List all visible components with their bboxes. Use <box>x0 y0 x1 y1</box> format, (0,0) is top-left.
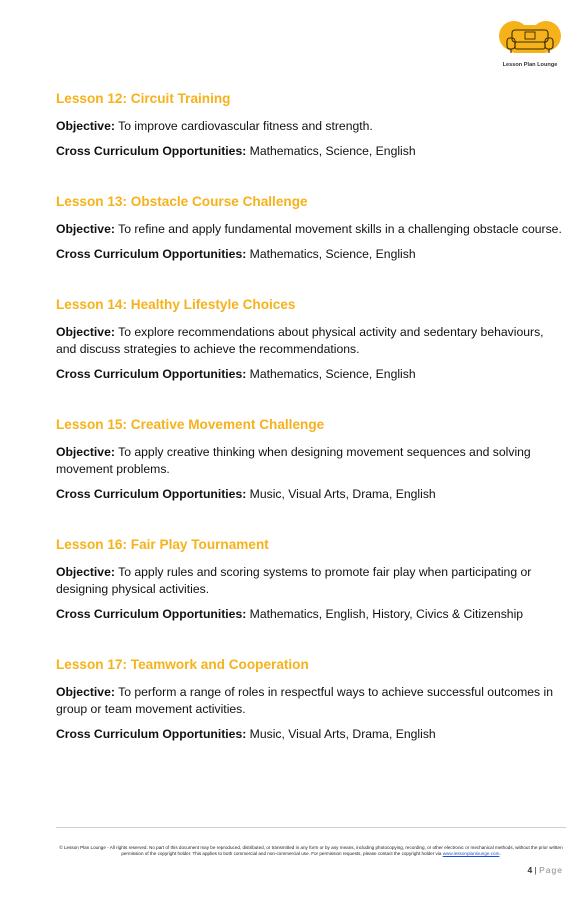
objective-text: To explore recommendations about physical activity and sedentary behaviours, and discuss strategies to achieve the recommendations. <box>56 325 544 356</box>
cross-curriculum-label: Cross Curriculum Opportunities: <box>56 367 247 381</box>
lesson-objective <box>56 324 566 358</box>
lesson-cross-curriculum <box>56 366 566 383</box>
lesson-title: Lesson 16: Fair Play Tournament <box>56 537 269 552</box>
lesson-title: Lesson 15: Creative Movement Challenge <box>56 417 325 432</box>
cross-curriculum-label: Cross Curriculum Opportunities: <box>56 487 247 501</box>
cross-curriculum-text: Mathematics, Science, English <box>249 367 416 381</box>
objective-text: To apply creative thinking when designing movement sequences and solving movement problems. <box>56 445 531 476</box>
lesson-objective <box>56 118 566 135</box>
lesson-objective <box>56 564 566 598</box>
cross-curriculum-label: Cross Curriculum Opportunities: <box>56 607 247 621</box>
lesson-cross-curriculum <box>56 606 566 623</box>
lesson-title: Lesson 13: Obstacle Course Challenge <box>56 194 308 209</box>
objective-text: To refine and apply fundamental movement skills in a challenging obstacle course. <box>118 222 562 236</box>
lesson-title: Lesson 12: Circuit Training <box>56 91 231 106</box>
lesson-14 <box>56 296 566 383</box>
lesson-15 <box>56 416 566 503</box>
page-number-value: 4 <box>527 865 533 875</box>
page-label: Page <box>539 865 563 875</box>
objective-text: To apply rules and scoring systems to promote fair play when participating or designing physical activities. <box>56 565 532 596</box>
page-number <box>527 865 563 875</box>
page-separator: | <box>534 865 537 875</box>
lesson-17 <box>56 656 566 743</box>
lesson-cross-curriculum <box>56 486 566 503</box>
lesson-12 <box>56 90 566 160</box>
lesson-objective <box>56 444 566 478</box>
brand-name: Lesson Plan Lounge <box>502 62 558 68</box>
objective-label: Objective: <box>56 565 115 579</box>
cross-curriculum-label: Cross Curriculum Opportunities: <box>56 144 247 158</box>
lesson-title: Lesson 17: Teamwork and Cooperation <box>56 657 309 672</box>
cross-curriculum-label: Cross Curriculum Opportunities: <box>56 727 247 741</box>
objective-label: Objective: <box>56 119 115 133</box>
lesson-title: Lesson 14: Healthy Lifestyle Choices <box>56 297 296 312</box>
objective-text: To perform a range of roles in respectful ways to achieve successful outcomes in group or team movement activities. <box>56 685 554 716</box>
lesson-objective <box>56 221 566 238</box>
cross-curriculum-label: Cross Curriculum Opportunities: <box>56 247 247 261</box>
objective-label: Objective: <box>56 325 115 339</box>
lesson-cross-curriculum <box>56 726 566 743</box>
lesson-13 <box>56 193 566 263</box>
cross-curriculum-text: Mathematics, English, History, Civics & Citizenship <box>249 607 524 621</box>
lesson-16 <box>56 536 566 623</box>
cross-curriculum-text: Music, Visual Arts, Drama, English <box>249 487 436 501</box>
copyright-text: © Lesson Plan Lounge - All rights reserved. No part of this document may be reproduced, distributed, or transmitted in any form or by any means, including photocopying, recording, or other electronic or mechanical methods, without the prior written permission of the copyright holder. This applies to both commercial and non-commercial use. For permission requests, please contact the copyright holder via <box>59 845 563 856</box>
cross-curriculum-text: Mathematics, Science, English <box>249 247 416 261</box>
website-link[interactable]: www.lessonplanlounge.com <box>442 851 500 856</box>
lesson-cross-curriculum <box>56 246 566 263</box>
lesson-list <box>56 90 566 776</box>
footer-divider <box>56 827 566 828</box>
cross-curriculum-text: Mathematics, Science, English <box>249 144 416 158</box>
lesson-cross-curriculum <box>56 143 566 160</box>
brand-logo <box>497 17 563 73</box>
cross-curriculum-text: Music, Visual Arts, Drama, English <box>249 727 436 741</box>
lesson-objective <box>56 684 566 718</box>
copyright-notice <box>56 845 566 857</box>
objective-text: To improve cardiovascular fitness and strength. <box>118 119 373 133</box>
objective-label: Objective: <box>56 222 115 236</box>
copyright-period: . <box>499 851 501 856</box>
sofa-icon <box>497 17 563 63</box>
objective-label: Objective: <box>56 685 115 699</box>
objective-label: Objective: <box>56 445 115 459</box>
